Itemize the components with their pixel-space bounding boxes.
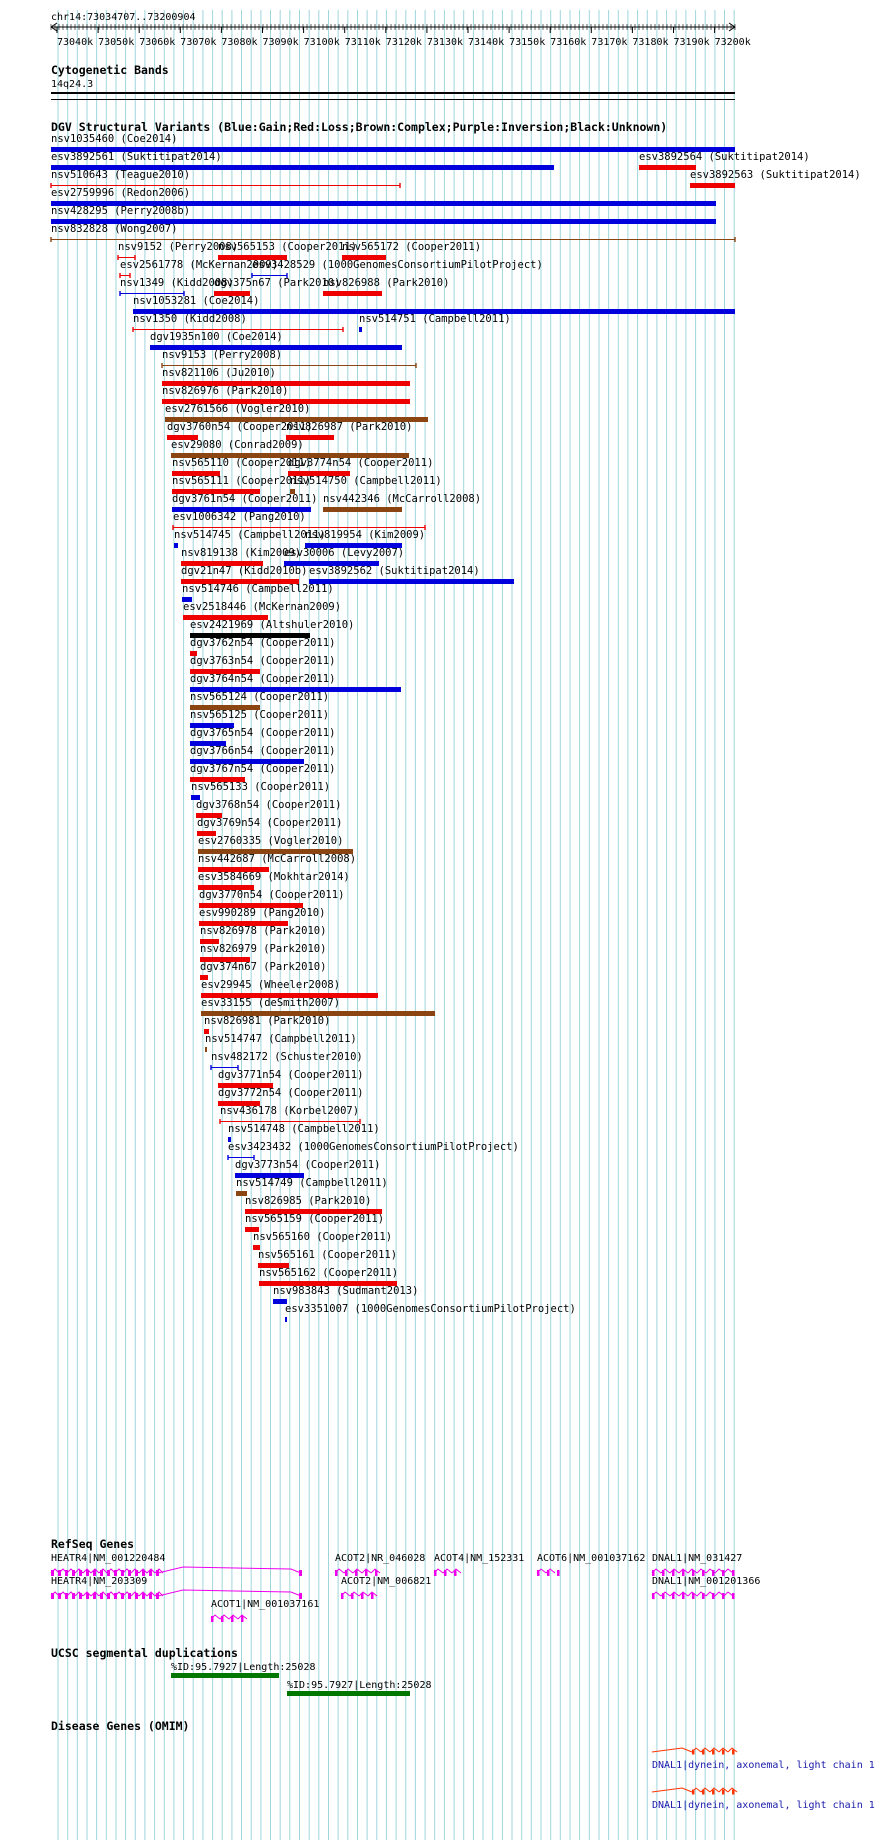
variant-label: nsv565133 (Cooper2011) <box>191 781 331 793</box>
variant-label: nsv826985 (Park2010) <box>245 1195 372 1207</box>
omim-exon <box>712 1790 715 1795</box>
variant-item[interactable] <box>286 421 412 440</box>
gene-label: ACOT6|NM_001037162 <box>537 1553 646 1564</box>
ruler-tick-label: 73160k <box>550 37 587 48</box>
variant-label: dgv3764n54 (Cooper2011) <box>190 673 336 685</box>
variant-label: nsv565160 (Cooper2011) <box>253 1231 393 1243</box>
variant-bar <box>205 1047 207 1052</box>
variant-label: nsv565125 (Cooper2011) <box>190 709 330 721</box>
variant-bar <box>359 327 362 332</box>
dgv-track <box>51 120 861 1322</box>
variant-label: esv29945 (Wheeler2008) <box>201 979 341 991</box>
cytoband-title: Cytogenetic Bands <box>51 63 169 77</box>
variant-item[interactable] <box>198 871 350 890</box>
ruler-tick-label: 73180k <box>632 37 669 48</box>
variant-item[interactable] <box>150 331 402 350</box>
variant-label: esv2518446 (McKernan2009) <box>183 601 342 613</box>
variant-label: dgv3768n54 (Cooper2011) <box>196 799 342 811</box>
segdup-title: UCSC segmental duplications <box>51 1646 238 1660</box>
variant-label: nsv565172 (Cooper2011) <box>342 241 482 253</box>
ruler-tick-label: 73140k <box>468 37 505 48</box>
variant-label: nsv826988 (Park2010) <box>323 277 450 289</box>
gene-item[interactable] <box>434 1553 524 1576</box>
ruler-tick-label: 73170k <box>591 37 628 48</box>
variant-item[interactable] <box>259 1267 398 1286</box>
gene-item[interactable] <box>652 1576 760 1599</box>
segdup-label: %ID:95.7927|Length:25028 <box>171 1662 316 1673</box>
variant-item[interactable] <box>258 1249 397 1268</box>
ruler-tick-label: 73060k <box>139 37 176 48</box>
gene-label: ACOT4|NM_152331 <box>434 1553 525 1564</box>
variant-item[interactable] <box>190 673 401 692</box>
variant-label: nsv826979 (Park2010) <box>200 943 327 955</box>
omim-exon <box>732 1790 735 1795</box>
variant-label: dgv3774n54 (Cooper2011) <box>288 457 434 469</box>
variant-item[interactable] <box>162 349 416 368</box>
variant-label: nsv565110 (Cooper2011) <box>172 457 312 469</box>
gene-exon <box>241 1616 244 1622</box>
variant-item[interactable] <box>198 835 353 854</box>
variant-label: nsv514750 (Campbell2011) <box>290 475 442 487</box>
variant-item[interactable] <box>51 187 716 206</box>
variant-label: dgv3765n54 (Cooper2011) <box>190 727 336 739</box>
omim-exon <box>702 1750 705 1755</box>
variant-item[interactable] <box>183 601 341 620</box>
variant-item[interactable] <box>342 241 481 260</box>
variant-label: nsv983843 (Sudmant2013) <box>273 1285 419 1297</box>
variant-label: dgv3761n54 (Cooper2011) <box>172 493 318 505</box>
segdup-item[interactable] <box>287 1680 432 1696</box>
cytoband-line-bottom <box>51 99 735 100</box>
variant-item[interactable] <box>165 403 428 422</box>
variant-label: esv1006342 (Pang2010) <box>173 511 306 523</box>
variant-item[interactable] <box>253 1231 392 1250</box>
variant-label: esv3892562 (Suktitipat2014) <box>309 565 480 577</box>
gene-label: HEATR4|NM_203309 <box>51 1576 148 1587</box>
variant-item[interactable] <box>220 1105 360 1124</box>
variant-item[interactable] <box>198 853 356 872</box>
variant-label: nsv1349 (Kidd2008) <box>120 277 234 289</box>
ruler-tick-label: 73120k <box>385 37 422 48</box>
omim-track <box>51 1719 875 1811</box>
gene-exon <box>682 1593 685 1599</box>
variant-label: nsv819954 (Kim2009) <box>305 529 426 541</box>
variant-label: nsv436178 (Korbel2007) <box>220 1105 360 1117</box>
variant-item[interactable] <box>51 133 735 152</box>
variant-item[interactable] <box>201 979 378 998</box>
gene-exon <box>371 1593 374 1599</box>
gene-item[interactable] <box>537 1553 645 1576</box>
variant-label: nsv1053281 (Coe2014) <box>133 295 260 307</box>
variant-item[interactable] <box>690 169 861 188</box>
variant-item[interactable] <box>199 907 325 926</box>
variant-label: esv3584669 (Mokhtar2014) <box>198 871 350 883</box>
ruler-tick-label: 73050k <box>98 37 135 48</box>
omim-exon <box>722 1790 725 1795</box>
variant-label: nsv826978 (Park2010) <box>200 925 327 937</box>
omim-title: Disease Genes (OMIM) <box>51 1719 190 1733</box>
variant-item[interactable] <box>133 313 343 332</box>
variant-item[interactable] <box>181 565 307 584</box>
variant-item[interactable] <box>190 763 335 782</box>
variant-label: dgv3762n54 (Cooper2011) <box>190 637 336 649</box>
segdup-bar <box>287 1691 410 1696</box>
ruler-ticks <box>57 27 751 48</box>
variant-item[interactable] <box>190 619 354 638</box>
variant-item[interactable] <box>190 745 335 764</box>
gene-label: ACOT1|NM_001037161 <box>211 1599 320 1610</box>
variant-label: nsv514751 (Campbell2011) <box>359 313 511 325</box>
omim-exon <box>712 1750 715 1755</box>
gene-label: DNAL1|NM_001201366 <box>652 1576 761 1587</box>
variant-bar <box>690 183 735 188</box>
variant-item[interactable] <box>190 709 329 728</box>
variant-label: nsv9152 (Perry2008) <box>118 241 239 253</box>
segdup-list <box>171 1662 432 1696</box>
gene-exon <box>557 1570 560 1576</box>
variant-label: dgv3763n54 (Cooper2011) <box>190 655 336 667</box>
variant-item[interactable] <box>51 223 735 242</box>
gene-label: DNAL1|NM_031427 <box>652 1553 743 1564</box>
variant-item[interactable] <box>211 1051 363 1070</box>
variant-item[interactable] <box>199 889 344 908</box>
variant-item[interactable] <box>171 439 409 458</box>
variant-label: dgv3770n54 (Cooper2011) <box>199 889 345 901</box>
segdup-label: %ID:95.7927|Length:25028 <box>287 1680 432 1691</box>
variant-label: dgv374n67 (Park2010) <box>200 961 327 973</box>
variant-label: nsv514747 (Campbell2011) <box>205 1033 357 1045</box>
variant-bar <box>285 1317 287 1322</box>
variant-item[interactable] <box>200 943 326 962</box>
variant-item[interactable] <box>133 295 735 314</box>
variant-bar <box>323 507 402 512</box>
ruler-tick-label: 73200k <box>714 37 751 48</box>
omim-exon <box>692 1750 695 1755</box>
omim-exon <box>692 1790 695 1795</box>
variant-item[interactable] <box>196 799 341 818</box>
gene-item[interactable] <box>211 1599 319 1622</box>
segdup-bar <box>171 1673 279 1678</box>
variant-label: dgv3772n54 (Cooper2011) <box>218 1087 364 1099</box>
cytoband-track <box>51 63 735 100</box>
gene-item[interactable] <box>335 1553 425 1576</box>
variant-label: esv2760335 (Vogler2010) <box>198 835 344 847</box>
omim-label: DNAL1|dynein, axonemal, light chain 1 <box>652 1760 875 1771</box>
variant-label: nsv826981 (Park2010) <box>204 1015 331 1027</box>
cytoband-label: 14q24.3 <box>51 79 94 90</box>
variant-label: nsv832828 (Wong2007) <box>51 223 178 235</box>
variant-label: esv29080 (Conrad2009) <box>171 439 304 451</box>
variant-label: esv990289 (Pang2010) <box>199 907 326 919</box>
variant-item[interactable] <box>190 727 335 746</box>
variant-item[interactable] <box>200 925 326 944</box>
dgv-title: DGV Structural Variants (Blue:Gain;Red:Loss;Brown:Complex;Purple:Inversion;Black:Unknown) <box>51 120 668 134</box>
ruler-tick-label: 73110k <box>344 37 381 48</box>
variant-label: nsv514746 (Campbell2011) <box>182 583 334 595</box>
dgv-variant-list <box>51 133 861 1322</box>
variant-label: esv2761566 (Vogler2010) <box>165 403 311 415</box>
variant-item[interactable] <box>252 259 543 278</box>
variant-label: nsv1350 (Kidd2008) <box>133 313 247 325</box>
variant-label: nsv826976 (Park2010) <box>162 385 289 397</box>
variant-label: nsv514745 (Campbell2011) <box>174 529 326 541</box>
gene-item[interactable] <box>652 1553 742 1576</box>
gene-label: ACOT2|NM_006821 <box>341 1576 432 1587</box>
variant-item[interactable] <box>162 385 410 404</box>
variant-item[interactable] <box>205 1033 357 1052</box>
omim-exon <box>702 1790 705 1795</box>
variant-item[interactable] <box>218 1069 363 1088</box>
variant-label: nsv9153 (Perry2008) <box>162 349 283 361</box>
variant-label: nsv514749 (Campbell2011) <box>236 1177 388 1189</box>
variant-item[interactable] <box>245 1213 384 1232</box>
variant-label: nsv482172 (Schuster2010) <box>211 1051 363 1063</box>
variant-label: nsv510643 (Teague2010) <box>51 169 191 181</box>
variant-label: nsv821106 (Ju2010) <box>162 367 276 379</box>
ruler-tick-label: 73190k <box>673 37 710 48</box>
variant-item[interactable] <box>218 1087 363 1106</box>
ruler-tick-label: 73070k <box>180 37 217 48</box>
variant-item[interactable] <box>323 493 481 512</box>
variant-label: dgv3771n54 (Cooper2011) <box>218 1069 364 1081</box>
variant-label: nsv565162 (Cooper2011) <box>259 1267 399 1279</box>
variant-label: esv3892564 (Suktitipat2014) <box>639 151 810 163</box>
gene-intron <box>537 1569 555 1573</box>
variant-label: esv2561778 (McKernan2009) <box>120 259 279 271</box>
variant-label: dgv375n67 (Park2010) <box>214 277 341 289</box>
variant-item[interactable] <box>201 997 435 1016</box>
variant-item[interactable] <box>305 529 425 548</box>
ruler-tick-label: 73100k <box>303 37 340 48</box>
omim-exon <box>732 1750 735 1755</box>
variant-bar <box>639 165 696 170</box>
variant-label: dgv3769n54 (Cooper2011) <box>197 817 343 829</box>
ruler-tick-label: 73080k <box>221 37 258 48</box>
variant-item[interactable] <box>190 637 335 656</box>
variant-label: esv2421969 (Altshuler2010) <box>190 619 355 631</box>
variant-item[interactable] <box>173 511 425 530</box>
variant-label: nsv442346 (McCarroll2008) <box>323 493 482 505</box>
variant-bar <box>309 579 514 584</box>
variant-item[interactable] <box>245 1195 382 1214</box>
variant-label: esv3423432 (1000GenomesConsortiumPilotProject) <box>228 1141 519 1153</box>
variant-label: nsv428295 (Perry2008b) <box>51 205 191 217</box>
ruler-tick-label: 73040k <box>57 37 94 48</box>
variant-label: dgv1935n100 (Coe2014) <box>150 331 283 343</box>
variant-item[interactable] <box>235 1159 380 1178</box>
coordinate-ruler[interactable] <box>51 12 751 48</box>
variant-label: nsv819138 (Kim2009) <box>181 547 302 559</box>
gene-intron <box>434 1569 461 1573</box>
variant-item[interactable] <box>288 457 433 476</box>
variant-item[interactable] <box>236 1177 388 1196</box>
variant-item[interactable] <box>190 655 335 674</box>
variant-item[interactable] <box>214 277 340 296</box>
refseq-title: RefSeq Genes <box>51 1537 135 1551</box>
variant-item[interactable] <box>200 961 326 980</box>
gene-item[interactable] <box>51 1553 302 1576</box>
variant-label: esv3428529 (1000GenomesConsortiumPilotProject) <box>252 259 543 271</box>
segdup-item[interactable] <box>171 1662 316 1678</box>
omim-exon <box>722 1750 725 1755</box>
variant-label: nsv565111 (Cooper2011) <box>172 475 312 487</box>
variant-item[interactable] <box>51 205 716 224</box>
variant-item[interactable] <box>190 691 329 710</box>
variant-label: nsv1035460 (Coe2014) <box>51 133 178 145</box>
variant-label: esv33155 (deSmith2007) <box>201 997 341 1009</box>
variant-item[interactable] <box>51 151 554 170</box>
variant-label: dgv21n47 (Kidd2010b) <box>181 565 308 577</box>
variant-item[interactable] <box>290 475 442 494</box>
variant-item[interactable] <box>218 241 357 260</box>
variant-label: esv3351007 (1000GenomesConsortiumPilotProject) <box>285 1303 576 1315</box>
variant-label: nsv565153 (Cooper2011) <box>218 241 358 253</box>
ruler-tick-label: 73150k <box>509 37 546 48</box>
ruler-tick-label: 73090k <box>262 37 299 48</box>
gene-label: HEATR4|NM_001220484 <box>51 1553 166 1564</box>
variant-bar <box>323 291 382 296</box>
variant-item[interactable] <box>197 817 342 836</box>
variant-label: nsv565124 (Cooper2011) <box>190 691 330 703</box>
variant-label: esv3892563 (Suktitipat2014) <box>690 169 861 181</box>
variant-label: esv2759996 (Redon2006) <box>51 187 191 199</box>
variant-label: nsv442687 (McCarroll2008) <box>198 853 357 865</box>
variant-label: nsv565161 (Cooper2011) <box>258 1249 398 1261</box>
variant-bar <box>174 543 178 548</box>
gene-item[interactable] <box>51 1576 302 1599</box>
cytoband-line-top <box>51 92 735 94</box>
variant-item[interactable] <box>174 529 326 548</box>
variant-label: esv3892561 (Suktitipat2014) <box>51 151 222 163</box>
variant-label: dgv3767n54 (Cooper2011) <box>190 763 336 775</box>
ruler-tick-label: 73130k <box>426 37 464 48</box>
variant-item[interactable] <box>172 493 317 512</box>
variant-label: dgv3760n54 (Cooper2011) <box>167 421 313 433</box>
variant-label: dgv3766n54 (Cooper2011) <box>190 745 336 757</box>
variant-label: nsv565159 (Cooper2011) <box>245 1213 385 1225</box>
variant-item[interactable] <box>162 367 410 386</box>
variant-item[interactable] <box>204 1015 330 1034</box>
gene-label: ACOT2|NR_046028 <box>335 1553 426 1564</box>
variant-item[interactable] <box>228 1141 519 1160</box>
variant-label: nsv826987 (Park2010) <box>286 421 413 433</box>
variant-item[interactable] <box>182 583 334 602</box>
variant-label: esv30006 (Levy2007) <box>284 547 405 559</box>
variant-label: nsv514748 (Campbell2011) <box>228 1123 380 1135</box>
variant-label: dgv3773n54 (Cooper2011) <box>235 1159 381 1171</box>
omim-label: DNAL1|dynein, axonemal, light chain 1 <box>652 1800 875 1811</box>
region-label: chr14:73034707..73200904 <box>51 12 196 23</box>
